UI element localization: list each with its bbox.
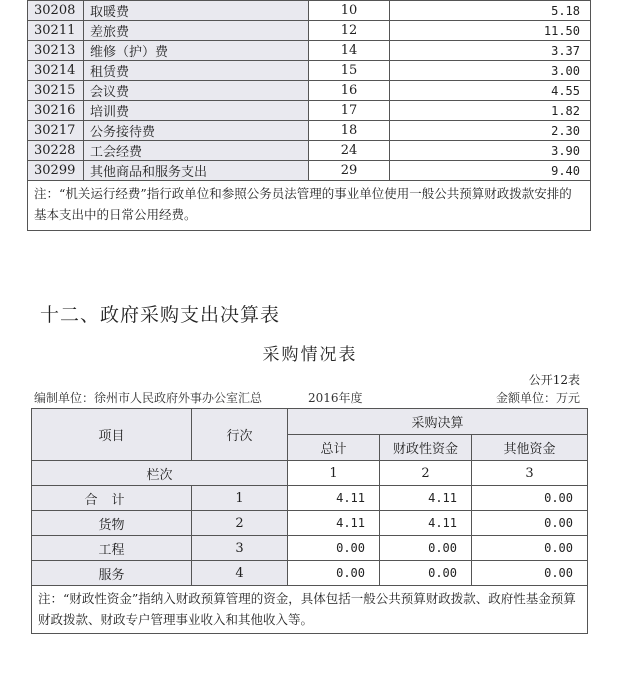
cell-amount: 1.82: [390, 101, 591, 121]
form-number: 公开12表: [528, 373, 580, 387]
cell-amount: 11.50: [390, 21, 591, 41]
cell-name: 会议费: [84, 81, 309, 101]
table-row: [28, 41, 591, 61]
table-row: [28, 161, 591, 181]
cell-line: 10: [309, 1, 390, 21]
table-row: [28, 61, 591, 81]
table-row: [32, 511, 588, 536]
table-row: [28, 101, 591, 121]
currency-unit: 金额单位：万元: [495, 391, 580, 405]
table-row: [28, 121, 591, 141]
cell-code: 30299: [28, 161, 84, 181]
cell-code: 30211: [28, 21, 84, 41]
cell-name: 工会经费: [84, 141, 309, 161]
column-no-1: 1: [288, 461, 380, 486]
cell-item: 工程: [32, 536, 192, 561]
cell-other: 0.00: [472, 561, 588, 586]
cell-name: 租赁费: [84, 61, 309, 81]
purchase-table: [31, 408, 588, 634]
cell-line: 15: [309, 61, 390, 81]
compiling-unit: 编制单位：徐州市人民政府外事办公室汇总: [34, 391, 263, 405]
header-total: 总计: [288, 435, 380, 461]
cell-item: 货物: [32, 511, 192, 536]
table-row: [32, 561, 588, 586]
cell-line: 24: [309, 141, 390, 161]
cell-line: 12: [309, 21, 390, 41]
header-item: 项目: [32, 409, 192, 461]
column-no-3: 3: [472, 461, 588, 486]
cell-total: 4.11: [288, 511, 380, 536]
cell-code: 30216: [28, 101, 84, 121]
cell-line: 29: [309, 161, 390, 181]
cell-fiscal: 0.00: [380, 536, 472, 561]
table-row: [28, 1, 591, 21]
column-no-2: 2: [380, 461, 472, 486]
cell-line: 17: [309, 101, 390, 121]
cell-other: 0.00: [472, 536, 588, 561]
table-subtitle: 采购情况表: [262, 345, 358, 365]
cell-code: 30208: [28, 1, 84, 21]
cell-total: 0.00: [288, 561, 380, 586]
cell-line: 16: [309, 81, 390, 101]
header-group: 采购决算: [288, 409, 588, 435]
cell-fiscal: 4.11: [380, 486, 472, 511]
column-label: 栏次: [32, 461, 288, 486]
cell-amount: 2.30: [390, 121, 591, 141]
cell-amount: 4.55: [390, 81, 591, 101]
cell-name: 差旅费: [84, 21, 309, 41]
cell-code: 30228: [28, 141, 84, 161]
header-line: 行次: [192, 409, 288, 461]
cell-item: 服务: [32, 561, 192, 586]
cell-total: 4.11: [288, 486, 380, 511]
cell-line: 18: [309, 121, 390, 141]
cell-line: 2: [192, 511, 288, 536]
cell-amount: 5.18: [390, 1, 591, 21]
expense-table: [27, 0, 591, 231]
cell-name: 公务接待费: [84, 121, 309, 141]
cell-amount: 9.40: [390, 161, 591, 181]
cell-amount: 3.90: [390, 141, 591, 161]
report-year: 2016年度: [308, 391, 363, 405]
table-row: [32, 486, 588, 511]
table-row: [28, 81, 591, 101]
cell-name: 培训费: [84, 101, 309, 121]
cell-total: 0.00: [288, 536, 380, 561]
cell-amount: 3.37: [390, 41, 591, 61]
cell-name: 其他商品和服务支出: [84, 161, 309, 181]
purchase-table-note: 注：“财政性资金”指纳入财政预算管理的资金，具体包括一般公共预算财政拨款、政府性基金预算财政拨款、财政专户管理事业收入和其他收入等。: [32, 586, 588, 634]
cell-line: 3: [192, 536, 288, 561]
header-fiscal: 财政性资金: [380, 435, 472, 461]
cell-other: 0.00: [472, 511, 588, 536]
table-row: [28, 141, 591, 161]
cell-amount: 3.00: [390, 61, 591, 81]
cell-line: 4: [192, 561, 288, 586]
cell-code: 30213: [28, 41, 84, 61]
cell-code: 30214: [28, 61, 84, 81]
cell-item: 合计: [32, 486, 192, 511]
cell-code: 30217: [28, 121, 84, 141]
cell-name: 取暖费: [84, 1, 309, 21]
cell-name: 维修（护）费: [84, 41, 309, 61]
expense-table-note: 注：“机关运行经费”指行政单位和参照公务员法管理的事业单位使用一般公共预算财政拨款安排的基本支出中的日常公用经费。: [28, 181, 591, 231]
cell-other: 0.00: [472, 486, 588, 511]
cell-line: 1: [192, 486, 288, 511]
cell-fiscal: 0.00: [380, 561, 472, 586]
cell-fiscal: 4.11: [380, 511, 472, 536]
table-row: [32, 536, 588, 561]
table-row: [28, 21, 591, 41]
cell-line: 14: [309, 41, 390, 61]
section-title: 十二、政府采购支出决算表: [40, 304, 281, 326]
cell-code: 30215: [28, 81, 84, 101]
header-other: 其他资金: [472, 435, 588, 461]
